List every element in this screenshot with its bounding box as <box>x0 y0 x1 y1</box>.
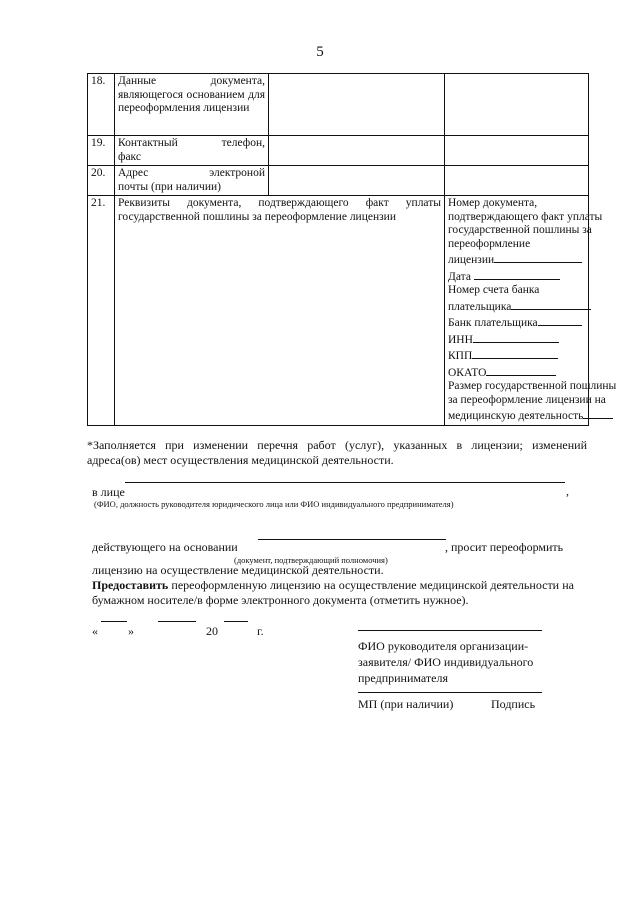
application-table <box>87 73 617 426</box>
in-person-label: в лице <box>92 485 125 499</box>
table-row <box>88 74 589 136</box>
month-field[interactable] <box>158 621 196 622</box>
okato-field[interactable] <box>486 364 556 376</box>
row-number: 19. <box>88 136 115 166</box>
footnote: *Заполняется при изменении перечня работ (услуг), указанных в лицензии; изменений адреса(ов) мест осуществления медицинской деятельности. <box>87 438 587 467</box>
row-number: 20. <box>88 166 115 196</box>
page-number: 5 <box>316 44 324 60</box>
account-field[interactable] <box>511 298 591 310</box>
date-close: » <box>128 624 134 638</box>
value-cell[interactable] <box>445 136 589 166</box>
table-row <box>88 196 589 426</box>
table-row <box>88 136 589 166</box>
provide-paragraph: Предоставить переоформленную лицензию на осуществление медицинской деятельности на бумажном носителе/в форме электронного документа (отметить нужное). <box>92 578 575 607</box>
row-number: 21. <box>88 196 115 426</box>
license-line: лицензию на осуществление медицинской деятельности. <box>92 563 384 577</box>
year-prefix: 20 <box>206 624 218 638</box>
row-label: Реквизиты документа, подтверждающего факт уплаты государственной пошлины за переоформление лицензии <box>115 196 445 426</box>
inn-field[interactable] <box>473 331 559 343</box>
row-label: Контактный телефон, факс <box>115 136 269 166</box>
provide-bold: Предоставить <box>92 578 169 592</box>
license-doc-field[interactable] <box>494 251 582 263</box>
basis-field[interactable] <box>258 539 446 540</box>
bank-field[interactable] <box>538 314 582 326</box>
kpp-field[interactable] <box>472 347 558 359</box>
in-person-hint: (ФИО, должность руководителя юридического лица или ФИО индивидуального предпринимателя) <box>94 499 454 509</box>
signer-label: ФИО руководителя организации-заявителя/ ФИО индивидуального предпринимателя <box>358 639 534 685</box>
stamp-label: МП (при наличии) <box>358 697 454 711</box>
in-person-field[interactable] <box>125 482 565 483</box>
comma: , <box>566 484 569 498</box>
value-cell[interactable] <box>269 74 445 136</box>
row-label: Адрес электроной почты (при наличии) <box>115 166 269 196</box>
signature-field[interactable] <box>358 692 542 693</box>
signature-label: Подпись <box>491 697 536 711</box>
basis-hint: (документ, подтверждающий полномочия) <box>234 555 388 565</box>
value-cell[interactable] <box>445 166 589 196</box>
year-field[interactable] <box>224 621 248 622</box>
signer-name-field[interactable] <box>358 630 542 631</box>
requests-text: , просит переоформить <box>445 540 564 554</box>
acting-basis-label: действующего на основании <box>92 540 238 554</box>
fee-amount-field[interactable] <box>583 407 613 419</box>
day-field[interactable] <box>101 621 127 622</box>
value-cell[interactable] <box>445 74 589 136</box>
year-suffix: г. <box>257 624 264 638</box>
row-number: 18. <box>88 74 115 136</box>
value-cell[interactable] <box>269 136 445 166</box>
row-label: Данные документа, являющегося основанием для переоформления лицензии <box>115 74 269 136</box>
value-cell[interactable] <box>269 166 445 196</box>
date-field[interactable] <box>474 268 560 280</box>
fee-details: Номер документа, подтверждающего факт уплаты государственной пошлины за переоформление лицензии Дата Номер счета банка плательщика Банк плательщика ИНН КПП ОКАТО Размер государственной пошлины за переоформление лицензии на медицинскую деятельность <box>445 196 589 426</box>
table-row <box>88 166 589 196</box>
date-open: « <box>92 624 98 638</box>
